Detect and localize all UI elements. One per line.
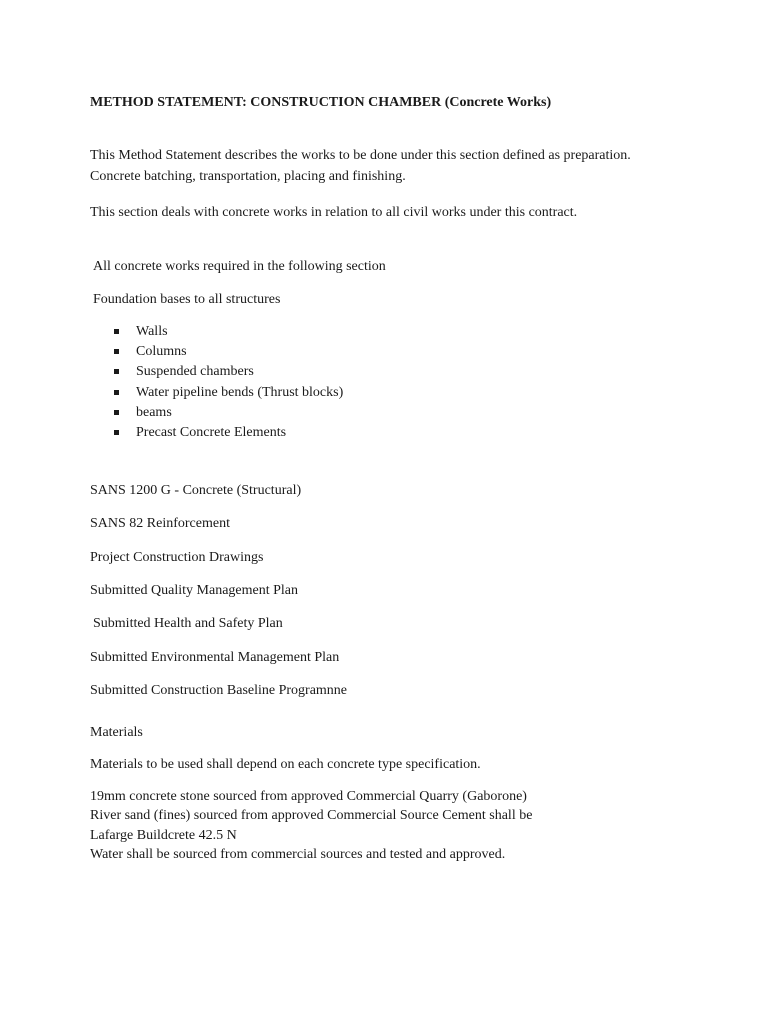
reference-environmental-plan: Submitted Environmental Management Plan — [90, 650, 340, 665]
list-item — [112, 342, 343, 362]
section-scope-text: This section deals with concrete works in relation to all civil works under this contract. — [90, 205, 578, 220]
reference-baseline-programme: Submitted Construction Baseline Programnne — [90, 683, 348, 698]
materials-line-cement: Lafarge Buildcrete 42.5 N — [90, 828, 237, 843]
list-item — [112, 322, 343, 342]
materials-heading: Materials — [90, 725, 143, 740]
square-bullet-icon — [114, 369, 119, 374]
materials-line-water: Water shall be sourced from commercial sources and tested and approved. — [90, 847, 506, 862]
materials-line-sand: River sand (fines) sourced from approved Commercial Source Cement shall be — [90, 808, 533, 823]
list-item-label: Water pipeline bends (Thrust blocks) — [136, 384, 344, 400]
works-required-text: All concrete works required in the following section — [93, 259, 386, 274]
square-bullet-icon — [114, 349, 119, 354]
list-item-label: Columns — [136, 344, 187, 360]
square-bullet-icon — [114, 390, 119, 395]
foundation-bases-text: Foundation bases to all structures — [93, 292, 281, 307]
square-bullet-icon — [114, 410, 119, 415]
reference-quality-plan: Submitted Quality Management Plan — [90, 583, 299, 598]
reference-health-safety-plan: Submitted Health and Safety Plan — [93, 616, 283, 631]
list-item — [112, 383, 343, 403]
reference-sans-1200g: SANS 1200 G - Concrete (Structural) — [90, 483, 302, 498]
list-item — [112, 362, 343, 382]
reference-construction-drawings: Project Construction Drawings — [90, 550, 264, 565]
intro-line-1: This Method Statement describes the works to be done under this section defined as preparation. — [90, 148, 631, 163]
intro-line-2: Concrete batching, transportation, placing and finishing. — [90, 169, 406, 184]
list-item-label: beams — [136, 404, 172, 420]
list-item — [112, 423, 343, 443]
structure-bullet-list — [112, 322, 343, 443]
document-title: METHOD STATEMENT: CONSTRUCTION CHAMBER (Concrete Works) — [90, 95, 552, 110]
list-item-label: Precast Concrete Elements — [136, 424, 287, 440]
list-item-label: Suspended chambers — [136, 364, 254, 380]
square-bullet-icon — [114, 329, 119, 334]
square-bullet-icon — [114, 430, 119, 435]
list-item-label: Walls — [136, 324, 168, 339]
reference-sans-82: SANS 82 Reinforcement — [90, 516, 230, 531]
materials-line-stone: 19mm concrete stone sourced from approved Commercial Quarry (Gaborone) — [90, 789, 527, 804]
list-item — [112, 403, 343, 423]
materials-intro: Materials to be used shall depend on each concrete type specification. — [90, 757, 481, 772]
